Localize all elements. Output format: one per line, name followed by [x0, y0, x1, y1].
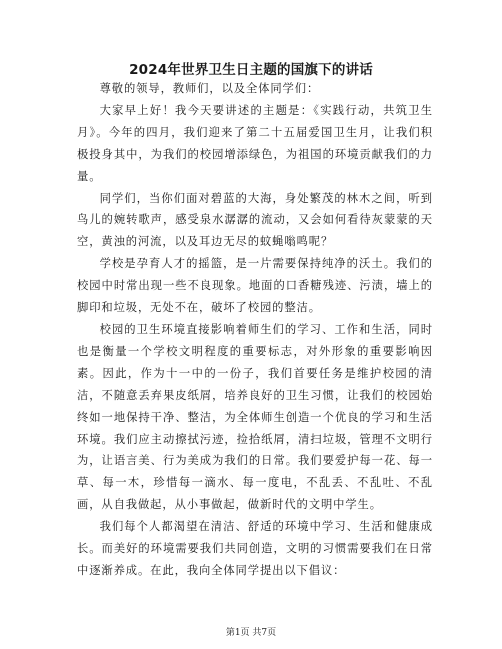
paragraph: 学校是孕育人才的摇篮，是一片需要保持纯净的沃土。我们的校园中时常出现一些不良现象。地面的口香糖残迹、污渍，墙上的脚印和垃圾，无处不在，破坏了校园的整洁。: [77, 257, 433, 315]
paragraph: 我们每个人都渴望在清洁、舒适的环境中学习、生活和健康成长。而美好的环境需要我们共同创造，文明的习惯需要我们在日常中逐渐养成。在此，我向全体同学提出以下倡议：: [77, 520, 433, 577]
document-title: 2024年世界卫生日主题的国旗下的讲话: [129, 62, 373, 78]
paragraph: 大家早上好！我今天要讲述的主题是：《实践行动，共筑卫生月》。今年的四月，我们迎来了第二十五届爱国卫生月，让我们积极投身其中，为我们的校园增添绿色，为祖国的环境贡献我们的力量。: [77, 103, 433, 183]
paragraph-salutation: 尊敬的领导，教师们，以及全体同学们：: [99, 82, 320, 95]
document-body: [77, 78, 433, 582]
paragraph: 校园的卫生环境直接影响着师生们的学习、工作和生活，同时也是衡量一个学校文明程度的重要标志，对外形象的重要影响因素。因此，作为十一中的一份子，我们首要任务是维护校园的清洁，不随意丢弃果皮纸屑，培养良好的卫生习惯，让我们的校园始终如一地保持干净、整洁，为全体师生创造一个优良的学习和生活环境。我们应主动擦拭污迹，捡拾纸屑，清扫垃圾，管理不文明行为，让语言美、行为美成为我们的日常。我们要爱护每一花、每一草、每一木，珍惜每一滴水、每一度电，不乱丢、不乱吐、不乱画，从自我做起，从小事做起，做新时代的文明中学生。: [77, 322, 433, 512]
paragraph: 同学们，当你们面对碧蓝的大海，身处繁茂的林木之间，听到鸟儿的婉转歌声，感受泉水潺潺的流动，又会如何看待灰蒙蒙的天空，黄浊的河流，以及耳边无尽的蚊蝇嗡鸣呢？: [77, 191, 433, 249]
page-number-footer: 第1页 共7页: [225, 628, 277, 638]
